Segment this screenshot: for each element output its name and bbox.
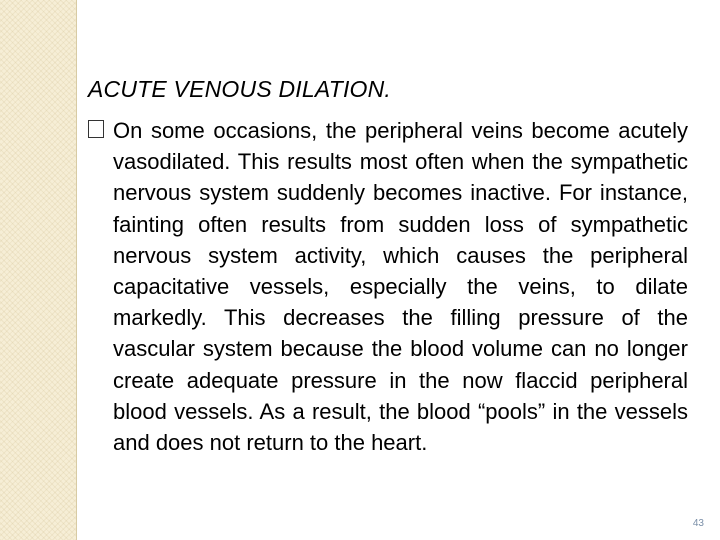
slide-title: ACUTE VENOUS DILATION. [88,76,392,102]
bullet-paragraph: On some occasions, the peripheral veins become acutely vasodilated. This results most often when the sympathetic nervous system suddenly becomes inactive. For instance, fainting often results from sudden loss of sympathetic nervous system activity, which causes the peripheral capacitative vessels, especially the veins, to dilate markedly. This decreases the filling pressure of the vascular system because the blood volume can no longer create adequate pressure in the now flaccid peripheral blood vessels. As a result, the blood “pools” in the vessels and does not return to the heart. [113,118,688,456]
side-divider [76,0,77,540]
page-number: 43 [692,518,704,529]
square-bullet-icon [88,120,104,138]
bullet-item [88,115,688,458]
decorative-side-band [0,0,76,540]
